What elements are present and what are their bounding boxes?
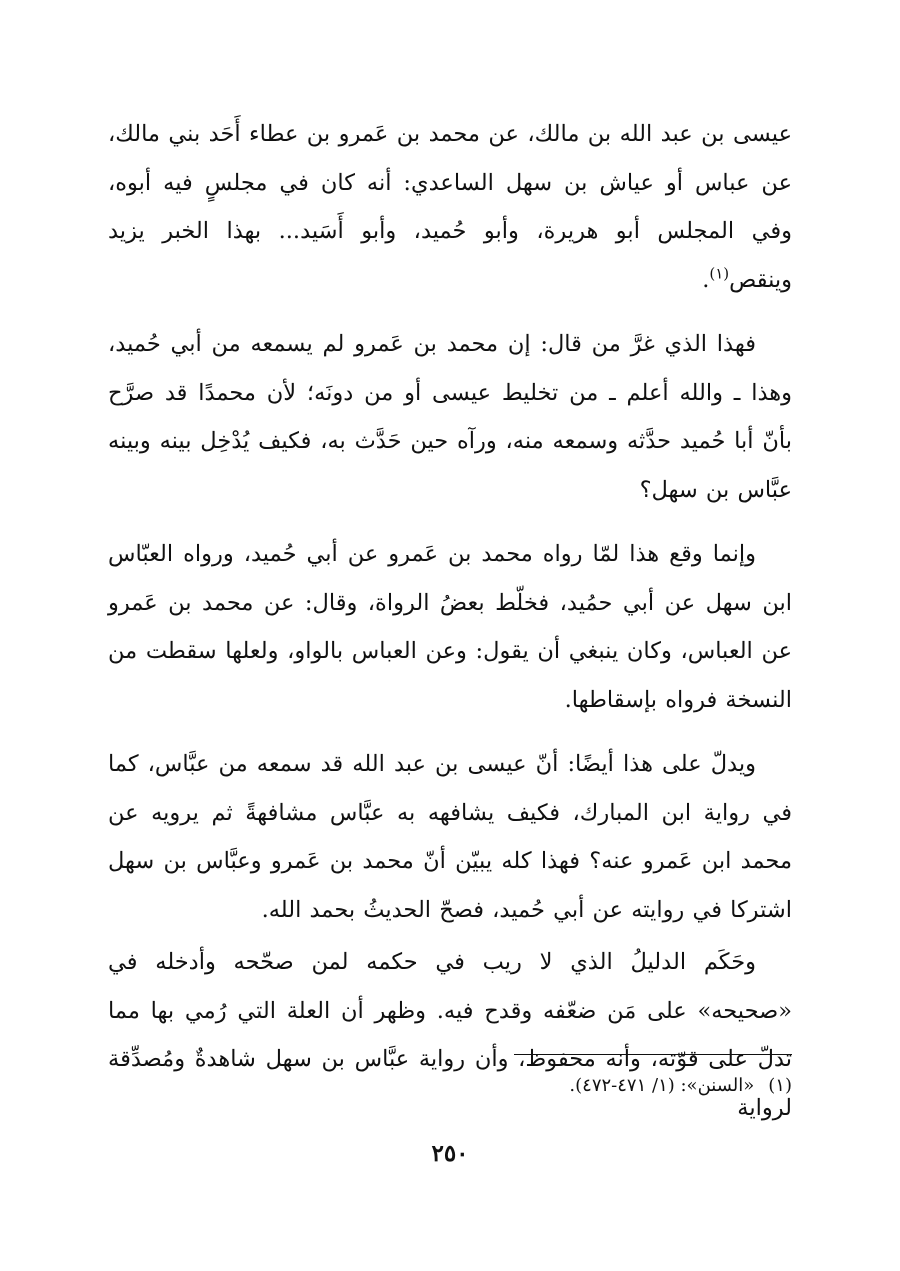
document-page — [108, 110, 792, 1230]
footnote-separator — [514, 1054, 792, 1055]
footnote-marker: (١) — [709, 264, 730, 282]
footnote — [108, 1072, 792, 1100]
paragraph-2: فهذا الذي غرَّ من قال: إن محمد بن عَمرو لم يسمعه من أبي حُميد، وهذا ـ والله أعلم ـ من تخليط عيسى أو من دونَه؛ لأن محمدًا قد صرَّح بأنّ أبا حُميد حدَّثه وسمعه منه، ورآه حين حَدَّث به، فكيف يُدْخِل بينه وبينه عبَّاس بن سهل؟ — [108, 331, 792, 503]
page-number: ٢٥٠ — [431, 1140, 469, 1167]
body-text — [108, 110, 792, 1148]
paragraph-1: عيسى بن عبد الله بن مالك، عن محمد بن عَمرو بن عطاء أَحَد بني مالك، عن عباس أو عياش بن سهل الساعدي: أنه كان في مجلسٍ فيه أبوه، وفي المجلس أبو هريرة، وأبو حُميد، وأبو أَسَيد... بهذا الخبر يزيد وينقص$^{(١)}$. — [108, 121, 792, 293]
paragraph-3: وإنما وقع هذا لمّا رواه محمد بن عَمرو عن أبي حُميد، ورواه العبّاس ابن سهل عن أبي حمُيد، فخلّط بعضُ الرواة، وقال: عن محمد بن عَمرو عن العباس، وكان ينبغي أن يقول: وعن العباس بالواو، ولعلها سقطت من النسخة فرواه بإسقاطها. — [108, 541, 792, 713]
footnote-number: (١) — [768, 1075, 792, 1096]
footnote-text: «السنن»: (١/ ٤٧١-٤٧٢). — [569, 1075, 755, 1096]
paragraph-5: وحَكَم الدليلُ الذي لا ريب في حكمه لمن صحّحه وأدخله في «صحيحه» على مَن ضعّفه وقدح فيه. وظهر أن العلة التي رُمي بها مما تدلّ على قوّته، وأنه محفوظ، وأن رواية عبَّاس بن سهل شاهدةٌ ومُصدِّقة لرواية — [108, 949, 792, 1121]
paragraph-4: ويدلّ على هذا أيضًا: أنّ عيسى بن عبد الله قد سمعه من عبَّاس، كما في رواية ابن المبارك، فكيف يشافهه به عبَّاس مشافهةً ثم يرويه عن محمد ابن عَمرو عنه؟ فهذا كله يبيّن أنّ محمد بن عَمرو وعبَّاس بن سهل اشتركا في روايته عن أبي حُميد، فصحّ الحديثُ بحمد الله. — [108, 751, 792, 923]
paragraph-1-text: عيسى بن عبد الله بن مالك، عن محمد بن عَمرو بن عطاء أَحَد بني مالك، عن عباس أو عياش بن سهل الساعدي: أنه كان في مجلسٍ فيه أبوه، وفي المجلس أبو هريرة، وأبو حُميد، وأبو أَسَيد... بهذا الخبر يزيد وينقص — [108, 121, 792, 293]
